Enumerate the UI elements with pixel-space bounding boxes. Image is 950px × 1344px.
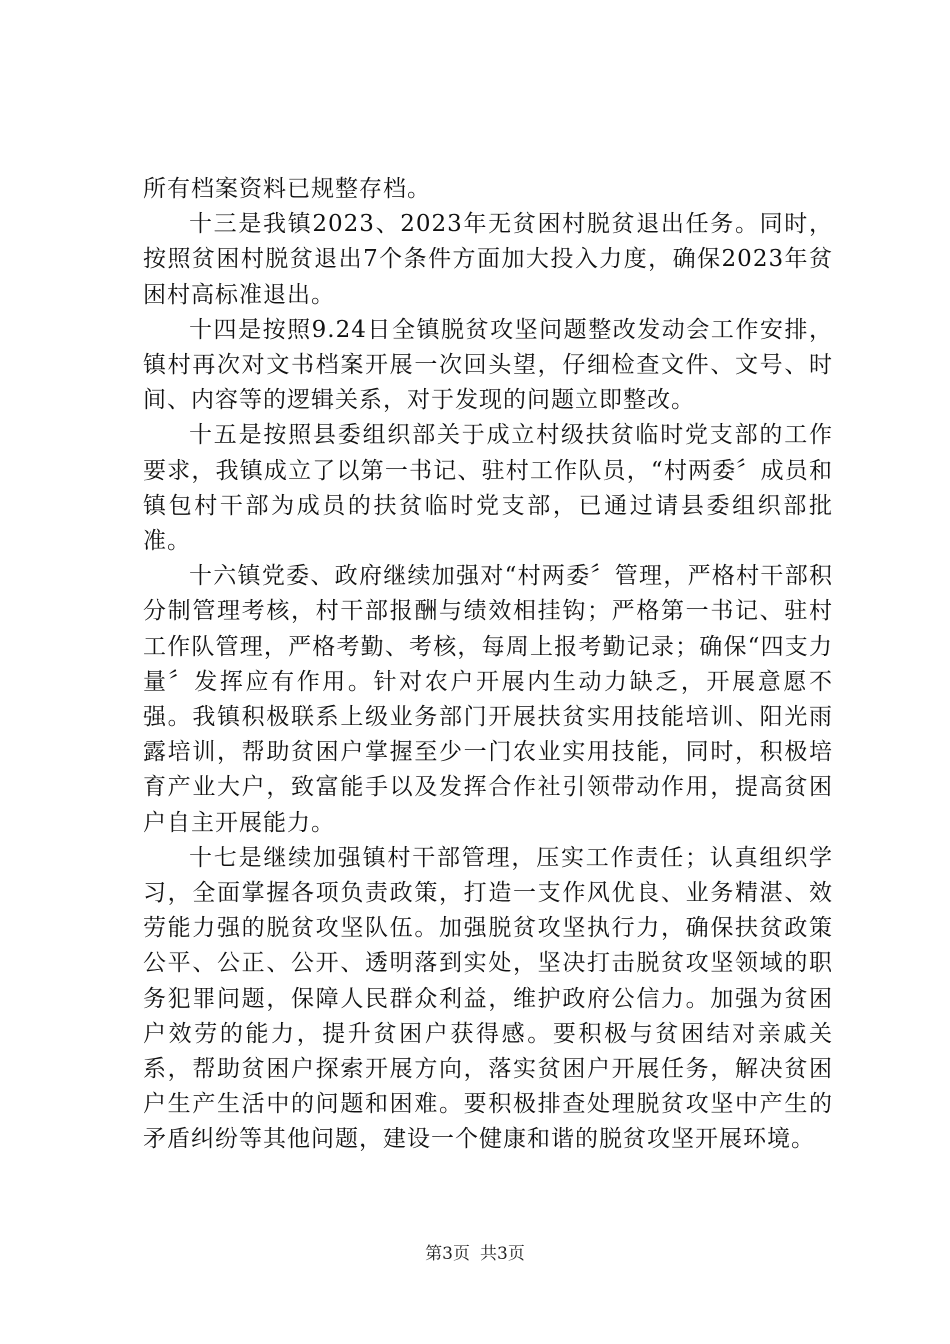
page-footer bbox=[0, 1243, 950, 1265]
paragraph-item-13: 十三是我镇2023、2023年无贫困村脱贫退出任务。同时，按照贫困村脱贫退出7个条件方面加大投入力度，确保2023年贫困村高标准退出。 bbox=[143, 211, 833, 308]
paragraph-item-17: 十七是继续加强镇村干部管理，压实工作责任；认真组织学习，全面掌握各项负责政策，打造一支作风优良、业务精湛、效劳能力强的脱贫攻坚队伍。加强脱贫攻坚执行力，确保扶贫政策公平、公正、公开、透明落到实处，坚决打击脱贫攻坚领域的职务犯罪问题，保障人民群众利益，维护政府公信力。加强为贫困户效劳的能力，提升贫困户获得感。要积极与贫困结对亲戚关系，帮助贫困户探索开展方向，落实贫困户开展任务，解决贫困户生产生活中的问题和困难。要积极排查处理脱贫攻坚中产生的矛盾纠纷等其他问题，建设一个健康和谐的脱贫攻坚开展环境。 bbox=[143, 844, 833, 1153]
page-number: 第3页 bbox=[425, 1244, 470, 1264]
page-total: 共3页 bbox=[480, 1244, 525, 1264]
paragraph-item-14: 十四是按照9.24日全镇脱贫攻坚问题整改发动会工作安排，镇村再次对文书档案开展一次回头望，仔细检查文件、文号、时间、内容等的逻辑关系，对于发现的问题立即整改。 bbox=[143, 316, 833, 414]
paragraph-continuation: 所有档案资料已规整存档。 bbox=[143, 176, 431, 202]
paragraph-item-16: 十六镇党委、政府继续加强对“村两委〞管理，严格村干部积分制管理考核，村干部报酬与绩效相挂钩；严格第一书记、驻村工作队管理，严格考勤、考核，每周上报考勤记录；确保“四支力量〞发挥应有作用。针对农户开展内生动力缺乏，开展意愿不强。我镇积极联系上级业务部门开展扶贫实用技能培训、阳光雨露培训，帮助贫困户掌握至少一门农业实用技能，同时，积极培育产业大户，致富能手以及发挥合作社引领带动作用，提高贫困户自主开展能力。 bbox=[143, 563, 833, 836]
document-body bbox=[143, 172, 833, 1158]
paragraph-item-15: 十五是按照县委组织部关于成立村级扶贫临时党支部的工作要求，我镇成立了以第一书记、驻村工作队员，“村两委〞成员和镇包村干部为成员的扶贫临时党支部，已通过请县委组织部批准。 bbox=[143, 422, 833, 555]
